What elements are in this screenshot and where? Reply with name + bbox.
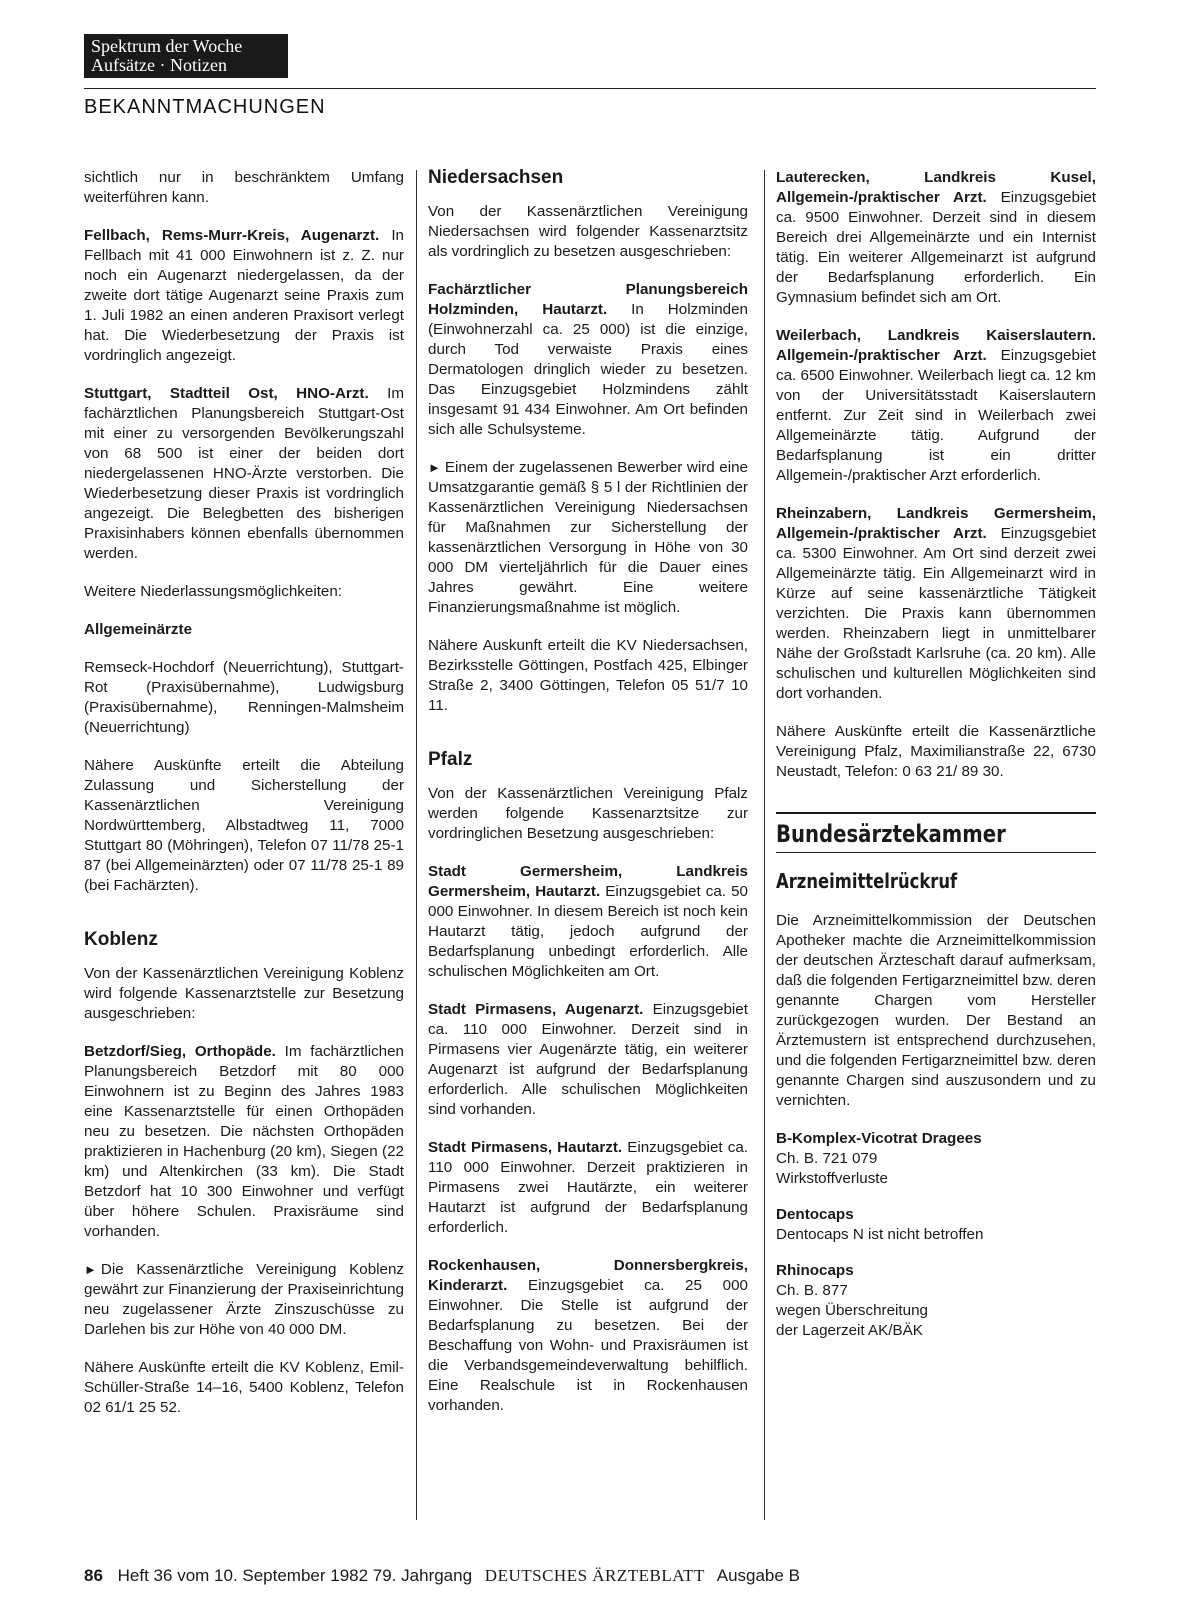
subheading-allgemeinaerzte: Allgemeinärzte <box>84 621 193 638</box>
announcement-pirmasens-augenarzt <box>428 1000 748 1120</box>
edition: Ausgabe B <box>716 1566 800 1585</box>
announcement-lead: Fachärztlicher Planungsbereich Holzminden, Hautarzt. <box>428 281 748 318</box>
announcement-body: In Holzminden (Einwohnerzahl ca. 25 000) ist die einzige, durch Tod verwaiste Praxis eines Dermatologen dringlich wieder zu besetzen. Das Einzugsgebiet Holzmindens zählt insgesamt 91 434 Einwohner. Am Ort befinden sich alle Schulsysteme. <box>428 301 748 438</box>
announcement-betzdorf <box>84 1042 404 1242</box>
badge-line-2: Aufsätze · Notizen <box>91 55 227 75</box>
paragraph <box>84 1260 404 1340</box>
announcement-body: Einzugsgebiet ca. 25 000 Einwohner. Die Stelle ist aufgrund der Bedarfsplanung zu besetzen. Bei der Beschaffung von Wohn- und Praxisräumen ist die Verbandsgemeindeverwaltung behilflich. Eine Realschule ist in Rockenhausen vorhanden. <box>428 1277 748 1414</box>
announcement-body: Einzugsgebiet ca. 110 000 Einwohner. Derzeit sind in Pirmasens vier Augenärzte tätig, ein weiterer Augenarzt ist aufgrund der Bedarfsplanung erforderlich. Alle schulischen Möglichkeiten sind vorhanden. <box>428 1001 748 1118</box>
paragraph-text: Einem der zugelassenen Bewerber wird eine Umsatzgarantie gemäß § 5 l der Richtlinien der Kassenärztlichen Vereinigung Niedersachsen für Maßnahmen zur Sicherstellung der kassenärztlichen Versorgung in Höhe von 30 000 DM vierteljährlich für die Dauer eines Jahres gewährt. Eine weitere Finanzierungsmaßnahme ist möglich. <box>428 459 748 616</box>
bundesaerztekammer-rule-bottom <box>776 852 1096 853</box>
arrow-icon: ► <box>428 460 441 475</box>
announcement-body: Im fachärztlichen Planungsbereich Stuttgart-Ost mit einer zu versorgenden Bevölkerungszahl von 68 500 ist einer der beiden dort niedergelassenen HNO-Ärzte verstorben. Die Wiederbesetzung dieser Praxis ist vordringlich angezeigt. Die Belegbetten des bisherigen Praxisinhabers können ebenfalls übernommen werden. <box>84 385 404 562</box>
announcement-stuttgart <box>84 384 404 564</box>
announcement-lead: Fellbach, Rems-Murr-Kreis, Augenarzt. <box>84 227 380 244</box>
arrow-icon: ► <box>84 1262 97 1277</box>
page-footer <box>84 1566 800 1586</box>
announcement-weilerbach <box>776 326 1096 486</box>
recall-item-line: der Lagerzeit <box>776 1322 865 1339</box>
column-1 <box>84 168 404 1436</box>
paragraph: Nähere Auskünfte erteilt die KV Koblenz, Emil-Schüller-Straße 14–16, 5400 Koblenz, Telefon 02 61/1 25 52. <box>84 1359 404 1416</box>
announcement-lead: Rockenhausen, Donnersbergkreis, Kinderarzt. <box>428 1257 748 1294</box>
recall-item-name: B-Komplex-Vicotrat Dragees <box>776 1130 982 1147</box>
recall-item-name: Dentocaps <box>776 1206 854 1223</box>
heading-niedersachsen: Niedersachsen <box>428 167 564 188</box>
column-2 <box>428 168 748 1434</box>
recall-item-line: wegen Überschreitung <box>776 1302 928 1319</box>
heading-pfalz: Pfalz <box>428 749 473 770</box>
issue-info: Heft 36 vom 10. September 1982 79. Jahrgang <box>117 1566 473 1585</box>
paragraph: Von der Kassenärztlichen Vereinigung Niedersachsen wird folgender Kassenarztsitz als vordringlich zu besetzen ausgeschrieben: <box>428 203 748 260</box>
recall-item <box>776 1261 1096 1341</box>
announcement-pirmasens-hautarzt <box>428 1138 748 1238</box>
paragraph: sichtlich nur in beschränktem Umfang weiterführen kann. <box>84 169 404 206</box>
announcement-lead: Stadt Pirmasens, Augenarzt. <box>428 1001 644 1018</box>
announcement-lead: Betzdorf/Sieg, Orthopäde. <box>84 1043 276 1060</box>
paragraph: Weitere Niederlassungsmöglichkeiten: <box>84 583 343 600</box>
recall-item-line: Wirkstoffverluste <box>776 1170 888 1187</box>
announcement-lead: Lauterecken, Landkreis Kusel, Allgemein-/praktischer Arzt. <box>776 169 1096 206</box>
signature: AK/BÄK <box>868 1322 923 1339</box>
recall-item <box>776 1205 1096 1245</box>
heading-koblenz: Koblenz <box>84 929 158 950</box>
announcement-lead: Stadt Pirmasens, Hautarzt. <box>428 1139 623 1156</box>
announcement-body: Einzugsgebiet ca. 110 000 Einwohner. Derzeit praktizieren in Pirmasens zwei Hautärzte, ein weiterer Hautarzt ist aufgrund der Bedarfsplanung erforderlich. <box>428 1139 748 1236</box>
heading-arzneimittelrueckruf: Arzneimittelrückruf <box>776 869 958 893</box>
journal-name: DEUTSCHES ÄRZTEBLATT <box>484 1566 705 1585</box>
column-3 <box>776 168 1096 1357</box>
announcement-body: Einzugsgebiet ca. 9500 Einwohner. Derzeit sind in diesem Bereich drei Allgemeinärzte und ein Internist tätig. Ein weiterer Allgemeinarzt ist aufgrund der Bedarfsplanung erforderlich. Ein Gymnasium befindet sich am Ort. <box>776 189 1096 306</box>
header-rule <box>84 88 1096 89</box>
recall-item-line: Ch. B. 721 079 <box>776 1150 878 1167</box>
page-number: 86 <box>84 1566 103 1585</box>
announcement-fellbach <box>84 226 404 366</box>
announcement-body: Einzugsgebiet ca. 50 000 Einwohner. In diesem Bereich ist noch kein Hautarzt tätig, jedoch aufgrund der Bedarfsplanung unbedingt erforderlich. Alle schulischen Möglichkeiten am Ort. <box>428 883 748 980</box>
announcement-lead: Stadt Germersheim, Landkreis Germersheim, Hautarzt. <box>428 863 748 900</box>
paragraph: Die Arzneimittelkommission der Deutschen Apotheker machte die Arzneimittelkommission der deutschen Ärzteschaft darauf aufmerksam, daß die folgenden Fertigarzneimittel bzw. deren genannte Chargen vom Hersteller zurückgezogen wurden. Der Bestand an Ärztemustern ist entsprechend durchzusehen, und die folgenden Fertigarzneimittel bzw. deren genannte Chargen sind auszusondern und zu vernichten. <box>776 912 1096 1109</box>
paragraph: Von der Kassenärztlichen Vereinigung Pfalz werden folgende Kassenarztsitze zur vordringlichen Besetzung ausgeschrieben: <box>428 785 748 842</box>
recall-item-line: Ch. B. 877 <box>776 1282 848 1299</box>
paragraph-text: Die Kassenärztliche Vereinigung Koblenz gewährt zur Finanzierung der Praxiseinrichtung neu zugelassener Ärzte Zinszuschüsse zu Darlehen bis zur Höhe von 40 000 DM. <box>84 1261 404 1338</box>
announcement-rheinzabern <box>776 504 1096 704</box>
announcement-lead: Rheinzabern, Landkreis Germersheim, Allgemein-/praktischer Arzt. <box>776 505 1096 542</box>
announcement-rockenhausen <box>428 1256 748 1416</box>
announcement-holzminden <box>428 280 748 440</box>
column-divider-2 <box>764 170 765 1520</box>
announcement-body: Einzugsgebiet ca. 5300 Einwohner. Am Ort sind derzeit zwei Allgemeinärzte tätig. Ein Allgemeinarzt wird in Kürze auf seine kassenärztliche Tätigkeit verzichten. Die Praxis kann übernommen werden. Rheinzabern liegt in unmittelbarer Nähe der Großstadt Karlsruhe (ca. 20 km). Alle schulischen und kulturellen Möglichkeiten sind dort vorhanden. <box>776 525 1096 702</box>
badge-line-1: Spektrum der Woche <box>91 36 243 56</box>
heading-bundesaerztekammer: Bundesärztekammer <box>776 820 1006 848</box>
paragraph: Nähere Auskünfte erteilt die Kassenärztliche Vereinigung Pfalz, Maximilianstraße 22, 6730 Neustadt, Telefon: 0 63 21/ 89 30. <box>776 723 1096 780</box>
paragraph: Remseck-Hochdorf (Neuerrichtung), Stuttgart-Rot (Praxisübernahme), Ludwigsburg (Praxisübernahme), Renningen-Malmsheim (Neuerrichtung) <box>84 659 404 736</box>
announcement-body: Einzugsgebiet ca. 6500 Einwohner. Weilerbach liegt ca. 12 km von der Universitätsstadt Kaiserslautern entfernt. Zur Zeit sind in Weilerbach zwei Allgemeinärzte tätig. Aufgrund der Bedarfsplanung ist ein dritter Allgemein-/praktischer Arzt erforderlich. <box>776 347 1096 484</box>
section-badge <box>84 34 288 78</box>
recall-item <box>776 1129 1096 1189</box>
recall-item-line: Dentocaps N ist nicht betroffen <box>776 1226 984 1243</box>
announcement-body: In Fellbach mit 41 000 Einwohnern ist z. Z. nur noch ein Augenarzt niedergelassen, da der zweite dort tätige Augenarzt seine Praxis zum 1. Juli 1982 an einen anderen Praxisort verlegt hat. Die Wiederbesetzung der Praxis ist vordringlich angezeigt. <box>84 227 404 364</box>
recall-item-last-row <box>776 1321 1096 1341</box>
bundesaerztekammer-rule-top <box>776 812 1096 814</box>
section-title: BEKANNTMACHUNGEN <box>84 96 326 118</box>
paragraph: Nähere Auskunft erteilt die KV Niedersachsen, Bezirksstelle Göttingen, Postfach 425, Elbinger Straße 2, 3400 Göttingen, Telefon 05 51/7 10 11. <box>428 637 748 714</box>
announcement-lead: Weilerbach, Landkreis Kaiserslautern. Allgemein-/praktischer Arzt. <box>776 327 1096 364</box>
announcement-lauterecken <box>776 168 1096 308</box>
paragraph: Nähere Auskünfte erteilt die Abteilung Zulassung und Sicherstellung der Kassenärztlichen Vereinigung Nordwürttemberg, Albstadtweg 11, 7000 Stuttgart 80 (Möhringen), Telefon 07 11/78 25-1 87 (bei Allgemeinärzten) oder 07 11/78 25-1 89 (bei Fachärzten). <box>84 757 404 894</box>
recall-item-name: Rhinocaps <box>776 1262 854 1279</box>
paragraph <box>428 458 748 618</box>
announcement-body: Im fachärztlichen Planungsbereich Betzdorf mit 80 000 Einwohnern ist zu Beginn des Jahres 1983 eine Kassenarztstelle für einen Orthopäden neu zu besetzen. Die nächsten Orthopäden praktizieren in Hachenburg (20 km), Siegen (22 km) und Altenkirchen (33 km). Die Stadt Betzdorf hat 10 300 Einwohner und verfügt über höhere Schulen. Praxisräume sind vorhanden. <box>84 1043 404 1240</box>
column-divider-1 <box>416 170 417 1520</box>
paragraph: Von der Kassenärztlichen Vereinigung Koblenz wird folgende Kassenarztstelle zur Besetzung ausgeschrieben: <box>84 965 404 1022</box>
announcement-lead: Stuttgart, Stadtteil Ost, HNO-Arzt. <box>84 385 369 402</box>
announcement-germersheim <box>428 862 748 982</box>
